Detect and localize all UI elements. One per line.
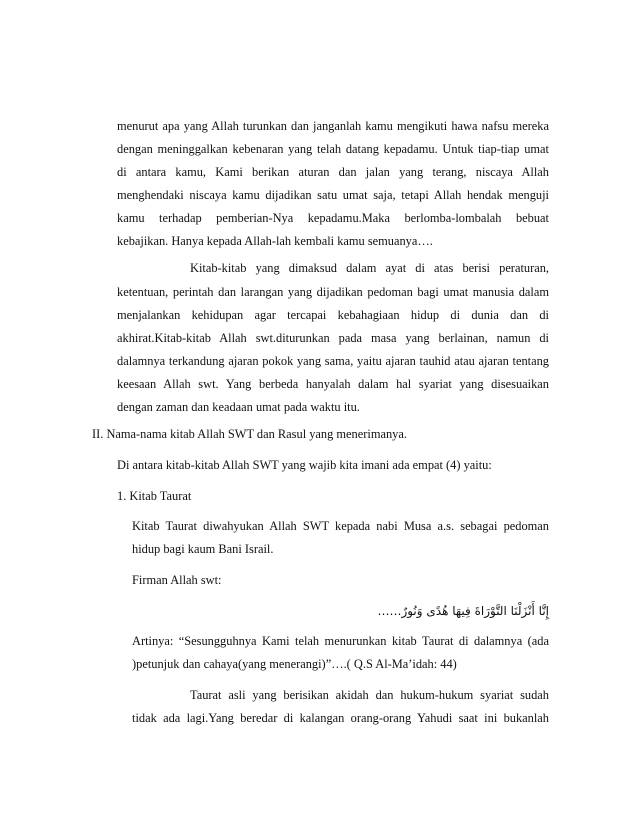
text-line: Kitab-kitab yang dimaksud dalam ayat di atas berisi peraturan, <box>190 261 549 275</box>
text-line: tidak ada lagi.Yang beredar di kalangan orang-orang Yahudi saat ini bukanlah <box>132 711 549 725</box>
text-line: kamu terhadap pemberian-Nya kepadamu.Maka berlomba-lombalah bebuat <box>117 211 549 225</box>
text-line: di antara kamu, Kami berikan aturan dan jalan yang terang, niscaya Allah <box>117 165 549 179</box>
text-line: )petunjuk dan cahaya(yang menerangi)”….( Q.S Al-Ma’idah: 44) <box>132 657 457 671</box>
text-line: hidup bagi kaum Bani Israil. <box>132 542 274 556</box>
text-line: Kitab Taurat diwahyukan Allah SWT kepada nabi Musa a.s. sebagai pedoman <box>132 519 549 533</box>
text-line: Artinya: “Sesungguhnya Kami telah menurunkan kitab Taurat di dalamnya (ada <box>132 634 549 648</box>
text-line: Taurat asli yang berisikan akidah dan hukum-hukum syariat sudah <box>190 688 549 702</box>
text-line: keesaan Allah swt. Yang berbeda hanyalah dalam hal syariat yang disesuaikan <box>117 377 549 391</box>
text-line: menurut apa yang Allah turunkan dan janganlah kamu mengikuti hawa nafsu mereka <box>117 119 549 133</box>
text-line: dalamnya terkandung ajaran pokok yang sama, yaitu ajaran tauhid atau ajaran tentang <box>117 354 549 368</box>
text-line: dengan zaman dan keadaan umat pada waktu itu. <box>117 400 360 414</box>
intro-line: Di antara kitab-kitab Allah SWT yang wajib kita imani ada empat (4) yaitu: <box>117 458 492 472</box>
text-line: dengan meninggalkan kebenaran yang telah datang kepadamu. Untuk tiap-tiap umat <box>117 142 549 156</box>
section-heading: II. Nama-nama kitab Allah SWT dan Rasul yang menerimanya. <box>92 427 407 441</box>
firman-label: Firman Allah swt: <box>132 573 222 587</box>
text-line: akhirat.Kitab-kitab Allah swt.diturunkan pada masa yang berlainan, namun di <box>117 331 549 345</box>
text-line: menjalankan kehidupan agar tercapai kebahagiaan hidup di dunia dan di <box>117 308 549 322</box>
item-title: 1. Kitab Taurat <box>117 489 192 503</box>
text-line: ketentuan, perintah dan larangan yang dijadikan pedoman bagi umat manusia dalam <box>117 285 549 299</box>
text-line: menghendaki niscaya kamu dijadikan satu umat saja, tetapi Allah hendak menguji <box>117 188 549 202</box>
text-line: kebajikan. Hanya kepada Allah-lah kembali kamu semuanya…. <box>117 234 433 248</box>
arabic-verse: إِنَّا أَنْزَلْنَا التَّوْرَاةَ فِيهَا هُدًى وَنُورٌ…… <box>377 604 549 618</box>
